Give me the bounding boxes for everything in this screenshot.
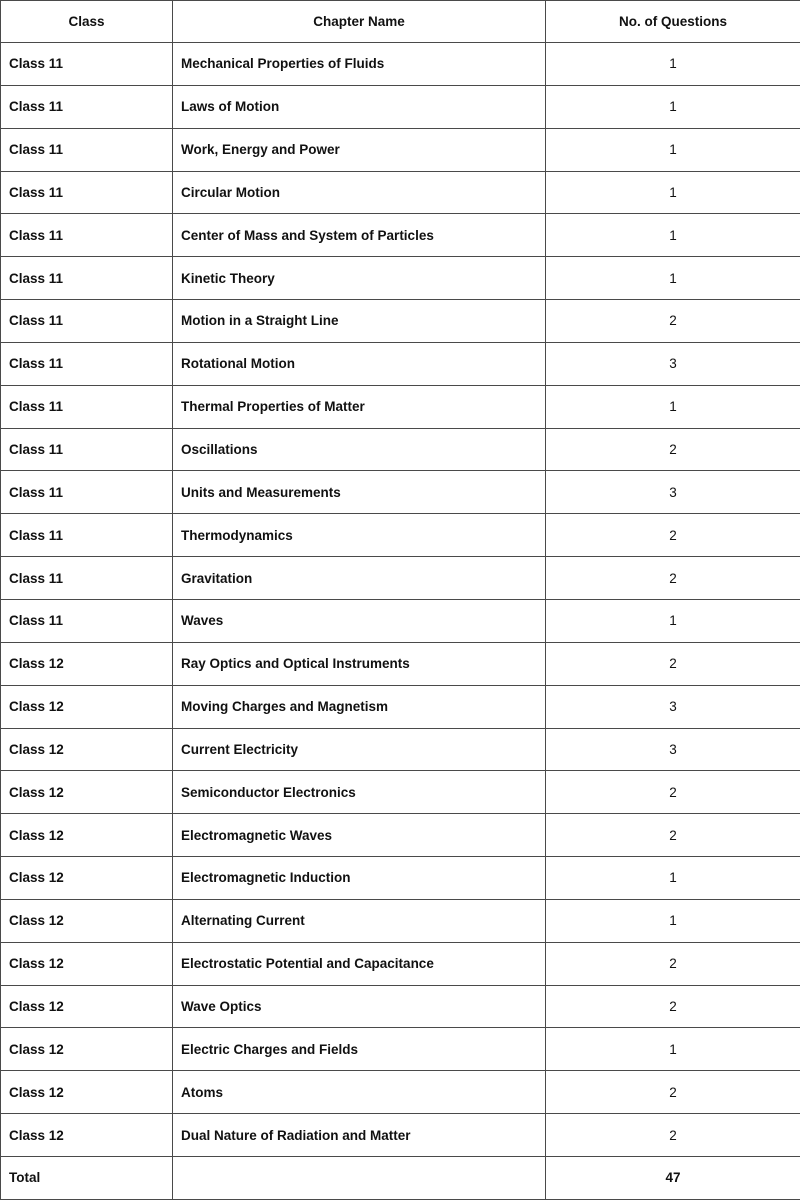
class-cell: Class 12 (1, 685, 173, 728)
question-count-cell: 2 (546, 557, 800, 600)
question-count-cell: 3 (546, 685, 800, 728)
class-cell: Class 12 (1, 1114, 173, 1157)
class-cell: Class 11 (1, 514, 173, 557)
chapter-name-cell: Atoms (173, 1071, 546, 1114)
table-row (1, 899, 800, 942)
table-body (1, 43, 800, 1200)
table-row (1, 85, 800, 128)
chapter-name-cell: Semiconductor Electronics (173, 771, 546, 814)
question-count-cell: 1 (546, 257, 800, 300)
class-cell: Class 12 (1, 771, 173, 814)
question-count-cell: 2 (546, 514, 800, 557)
chapter-name-cell: Laws of Motion (173, 85, 546, 128)
table-row (1, 942, 800, 985)
question-count-cell: 2 (546, 942, 800, 985)
class-cell: Class 11 (1, 471, 173, 514)
table-row (1, 857, 800, 900)
table-header-row (1, 1, 800, 43)
chapter-name-cell: Moving Charges and Magnetism (173, 685, 546, 728)
total-count-cell: 47 (546, 1156, 800, 1199)
chapter-name-cell: Circular Motion (173, 171, 546, 214)
question-count-cell: 2 (546, 814, 800, 857)
table-row (1, 342, 800, 385)
question-count-cell: 1 (546, 899, 800, 942)
chapter-name-cell: Rotational Motion (173, 342, 546, 385)
class-cell: Class 12 (1, 899, 173, 942)
question-count-cell: 1 (546, 171, 800, 214)
question-count-cell: 2 (546, 1071, 800, 1114)
class-cell: Class 12 (1, 857, 173, 900)
table-row (1, 814, 800, 857)
table-row (1, 728, 800, 771)
table-row (1, 128, 800, 171)
class-cell: Class 11 (1, 128, 173, 171)
chapter-name-cell: Current Electricity (173, 728, 546, 771)
class-cell: Class 11 (1, 385, 173, 428)
class-cell: Class 11 (1, 557, 173, 600)
table-row (1, 257, 800, 300)
question-count-cell: 2 (546, 642, 800, 685)
header-no-of-questions: No. of Questions (546, 1, 800, 43)
header-class: Class (1, 1, 173, 43)
chapter-name-cell: Thermodynamics (173, 514, 546, 557)
table-row (1, 43, 800, 86)
question-count-cell: 2 (546, 428, 800, 471)
table-row (1, 471, 800, 514)
header-chapter-name: Chapter Name (173, 1, 546, 43)
class-cell: Class 11 (1, 599, 173, 642)
chapter-name-cell: Waves (173, 599, 546, 642)
table-row (1, 1028, 800, 1071)
table-row (1, 1071, 800, 1114)
table-row (1, 514, 800, 557)
class-cell: Class 12 (1, 728, 173, 771)
class-cell: Class 12 (1, 642, 173, 685)
chapter-name-cell: Mechanical Properties of Fluids (173, 43, 546, 86)
class-cell: Class 11 (1, 257, 173, 300)
table-row (1, 642, 800, 685)
table-row (1, 428, 800, 471)
chapter-name-cell: Units and Measurements (173, 471, 546, 514)
table-row (1, 1114, 800, 1157)
class-cell: Class 11 (1, 171, 173, 214)
class-cell: Class 11 (1, 85, 173, 128)
question-count-cell: 3 (546, 342, 800, 385)
question-count-cell: 2 (546, 771, 800, 814)
class-cell: Class 12 (1, 814, 173, 857)
chapter-name-cell: Electromagnetic Induction (173, 857, 546, 900)
class-cell: Class 12 (1, 1028, 173, 1071)
chapter-name-cell: Electromagnetic Waves (173, 814, 546, 857)
chapter-name-cell: Oscillations (173, 428, 546, 471)
table-row (1, 557, 800, 600)
chapter-name-cell: Electric Charges and Fields (173, 1028, 546, 1071)
chapter-name-cell: Ray Optics and Optical Instruments (173, 642, 546, 685)
total-empty-cell (173, 1156, 546, 1199)
table-row (1, 599, 800, 642)
question-count-cell: 3 (546, 471, 800, 514)
chapter-name-cell: Work, Energy and Power (173, 128, 546, 171)
question-count-cell: 2 (546, 300, 800, 343)
question-count-cell: 1 (546, 599, 800, 642)
class-cell: Class 11 (1, 214, 173, 257)
table-row (1, 300, 800, 343)
class-cell: Class 11 (1, 300, 173, 343)
question-count-cell: 1 (546, 43, 800, 86)
table-row (1, 771, 800, 814)
question-count-cell: 1 (546, 385, 800, 428)
chapter-name-cell: Thermal Properties of Matter (173, 385, 546, 428)
question-count-cell: 3 (546, 728, 800, 771)
question-count-cell: 1 (546, 85, 800, 128)
chapter-name-cell: Center of Mass and System of Particles (173, 214, 546, 257)
chapter-name-cell: Gravitation (173, 557, 546, 600)
question-count-cell: 2 (546, 985, 800, 1028)
chapter-name-cell: Motion in a Straight Line (173, 300, 546, 343)
table-row (1, 171, 800, 214)
question-count-cell: 1 (546, 214, 800, 257)
table-row (1, 214, 800, 257)
total-label-cell: Total (1, 1156, 173, 1199)
class-cell: Class 12 (1, 985, 173, 1028)
chapter-name-cell: Electrostatic Potential and Capacitance (173, 942, 546, 985)
chapter-name-cell: Alternating Current (173, 899, 546, 942)
chapter-name-cell: Wave Optics (173, 985, 546, 1028)
table-row (1, 685, 800, 728)
class-cell: Class 11 (1, 43, 173, 86)
chapter-name-cell: Dual Nature of Radiation and Matter (173, 1114, 546, 1157)
total-row (1, 1156, 800, 1199)
table-row (1, 985, 800, 1028)
chapter-name-cell: Kinetic Theory (173, 257, 546, 300)
table-row (1, 385, 800, 428)
question-count-cell: 1 (546, 1028, 800, 1071)
class-cell: Class 11 (1, 428, 173, 471)
class-cell: Class 12 (1, 942, 173, 985)
question-count-cell: 1 (546, 857, 800, 900)
question-count-cell: 2 (546, 1114, 800, 1157)
class-cell: Class 12 (1, 1071, 173, 1114)
question-count-cell: 1 (546, 128, 800, 171)
class-cell: Class 11 (1, 342, 173, 385)
